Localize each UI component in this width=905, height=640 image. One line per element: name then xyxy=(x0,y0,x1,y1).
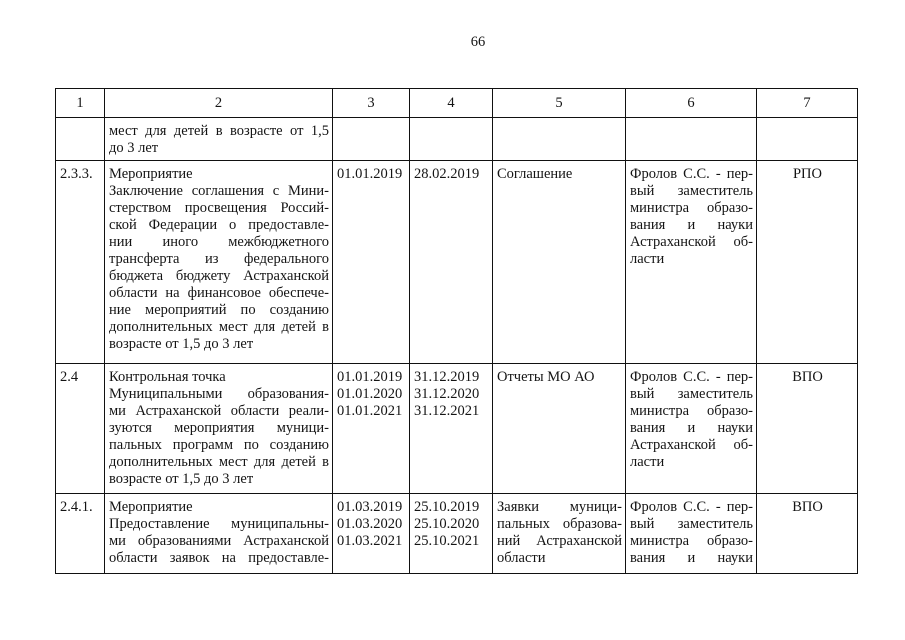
start-date: 01.03.2019 xyxy=(337,499,403,515)
start-date: 01.03.2020 xyxy=(337,516,403,532)
description-line: области заявок на предоставле- xyxy=(109,550,329,566)
cell-start-date xyxy=(333,494,410,574)
cell-level xyxy=(757,494,858,574)
description-line: пальных программ по созданию xyxy=(109,437,329,453)
cell-end-date xyxy=(410,118,493,161)
responsible-line: Астраханской об- xyxy=(630,234,753,250)
responsible-line: ласти xyxy=(630,454,665,470)
cell-responsible xyxy=(626,161,757,364)
description-line: возрасте от 1,5 до 3 лет xyxy=(109,471,254,487)
cell-number xyxy=(56,364,105,494)
item-number: 2.4.1. xyxy=(60,499,93,515)
responsible-line: Фролов С.С. - пер- xyxy=(630,499,753,515)
description-line: ми образованиями Астраханской xyxy=(109,533,329,549)
responsible-line: Фролов С.С. - пер- xyxy=(630,369,753,385)
responsible-line: вания и науки xyxy=(630,217,753,233)
page-number: 66 xyxy=(470,34,486,50)
description-line: Заключение соглашения с Мини- xyxy=(109,183,329,199)
start-date: 01.01.2021 xyxy=(337,403,403,419)
description-line: ние мероприятий по созданию xyxy=(109,302,329,318)
document-line: Соглашение xyxy=(497,166,573,182)
responsible-line: вания и науки xyxy=(630,550,753,566)
description-line: мест для детей в возрасте от 1,5 xyxy=(109,123,329,139)
responsible-line: вый заместитель xyxy=(630,386,753,402)
cell-level xyxy=(757,118,858,161)
cell-level xyxy=(757,161,858,364)
end-date: 25.10.2021 xyxy=(414,533,480,549)
document-line: пальных образова- xyxy=(497,516,622,532)
cell-number xyxy=(56,494,105,574)
description-line: области на финансовое обеспече- xyxy=(109,285,329,301)
header-col-1: 1 xyxy=(56,89,105,118)
responsible-line: вания и науки xyxy=(630,420,753,436)
cell-description xyxy=(105,161,333,364)
cell-number xyxy=(56,118,105,161)
cell-end-date xyxy=(410,364,493,494)
end-date: 31.12.2020 xyxy=(414,386,480,402)
start-date: 01.03.2021 xyxy=(337,533,403,549)
description-line: бюджета бюджету Астраханской xyxy=(109,268,329,284)
item-type: Мероприятие xyxy=(109,499,193,515)
cell-start-date xyxy=(333,161,410,364)
cell-description xyxy=(105,494,333,574)
description-line: стерством просвещения Россий- xyxy=(109,200,329,216)
cell-responsible xyxy=(626,364,757,494)
cell-description xyxy=(105,118,333,161)
description-line: ми Астраханской области реали- xyxy=(109,403,329,419)
responsible-line: вый заместитель xyxy=(630,516,753,532)
document-line: Заявки муници- xyxy=(497,499,622,515)
cell-description xyxy=(105,364,333,494)
table-row xyxy=(56,364,858,494)
responsible-line: Фролов С.С. - пер- xyxy=(630,166,753,182)
cell-end-date xyxy=(410,161,493,364)
cell-document xyxy=(493,494,626,574)
description-line: ской Федерации о предоставле- xyxy=(109,217,329,233)
cell-document xyxy=(493,118,626,161)
header-col-5: 5 xyxy=(493,89,626,118)
table-row xyxy=(56,161,858,364)
item-number: 2.3.3. xyxy=(60,166,93,182)
responsible-line: министра образо- xyxy=(630,533,753,549)
cell-number xyxy=(56,161,105,364)
responsible-line: ласти xyxy=(630,251,665,267)
end-date: 25.10.2020 xyxy=(414,516,480,532)
item-type: Мероприятие xyxy=(109,166,193,182)
cell-responsible xyxy=(626,494,757,574)
start-date: 01.01.2019 xyxy=(337,166,403,182)
description-line: Предоставление муниципальны- xyxy=(109,516,329,532)
responsible-line: Астраханской об- xyxy=(630,437,753,453)
cell-responsible xyxy=(626,118,757,161)
header-col-7: 7 xyxy=(757,89,858,118)
description-line: трансферта из федерального xyxy=(109,251,329,267)
item-number: 2.4 xyxy=(60,369,79,385)
responsible-line: министра образо- xyxy=(630,200,753,216)
cell-document xyxy=(493,161,626,364)
responsible-line: вый заместитель xyxy=(630,183,753,199)
cell-level xyxy=(757,364,858,494)
description-line: нии иного межбюджетного xyxy=(109,234,329,250)
level-code: РПО xyxy=(792,166,822,182)
end-date: 25.10.2019 xyxy=(414,499,480,515)
table-header xyxy=(56,89,858,118)
description-line: Муниципальными образования- xyxy=(109,386,329,402)
cell-start-date xyxy=(333,118,410,161)
document-line: ний Астраханской xyxy=(497,533,622,549)
description-line: дополнительных мест для детей в xyxy=(109,454,329,470)
table-row xyxy=(56,494,858,574)
header-col-4: 4 xyxy=(410,89,493,118)
header-row xyxy=(56,89,858,118)
item-type: Контрольная точка xyxy=(109,369,226,385)
start-date: 01.01.2019 xyxy=(337,369,403,385)
cell-end-date xyxy=(410,494,493,574)
level-code: ВПО xyxy=(792,369,823,385)
description-line: зуются мероприятия муници- xyxy=(109,420,329,436)
responsible-line: министра образо- xyxy=(630,403,753,419)
header-col-2: 2 xyxy=(105,89,333,118)
table-body xyxy=(56,118,858,574)
schedule-table xyxy=(55,88,858,574)
start-date: 01.01.2020 xyxy=(337,386,403,402)
cell-start-date xyxy=(333,364,410,494)
description-line: до 3 лет xyxy=(109,140,159,156)
header-col-6: 6 xyxy=(626,89,757,118)
cell-document xyxy=(493,364,626,494)
description-line: дополнительных мест для детей в xyxy=(109,319,329,335)
end-date: 28.02.2019 xyxy=(414,166,480,182)
table-row xyxy=(56,118,858,161)
end-date: 31.12.2021 xyxy=(414,403,480,419)
header-col-3: 3 xyxy=(333,89,410,118)
document-line: Отчеты МО АО xyxy=(497,369,595,385)
description-line: возрасте от 1,5 до 3 лет xyxy=(109,336,254,352)
level-code: ВПО xyxy=(792,499,823,515)
end-date: 31.12.2019 xyxy=(414,369,480,385)
document-line: области xyxy=(497,550,546,566)
